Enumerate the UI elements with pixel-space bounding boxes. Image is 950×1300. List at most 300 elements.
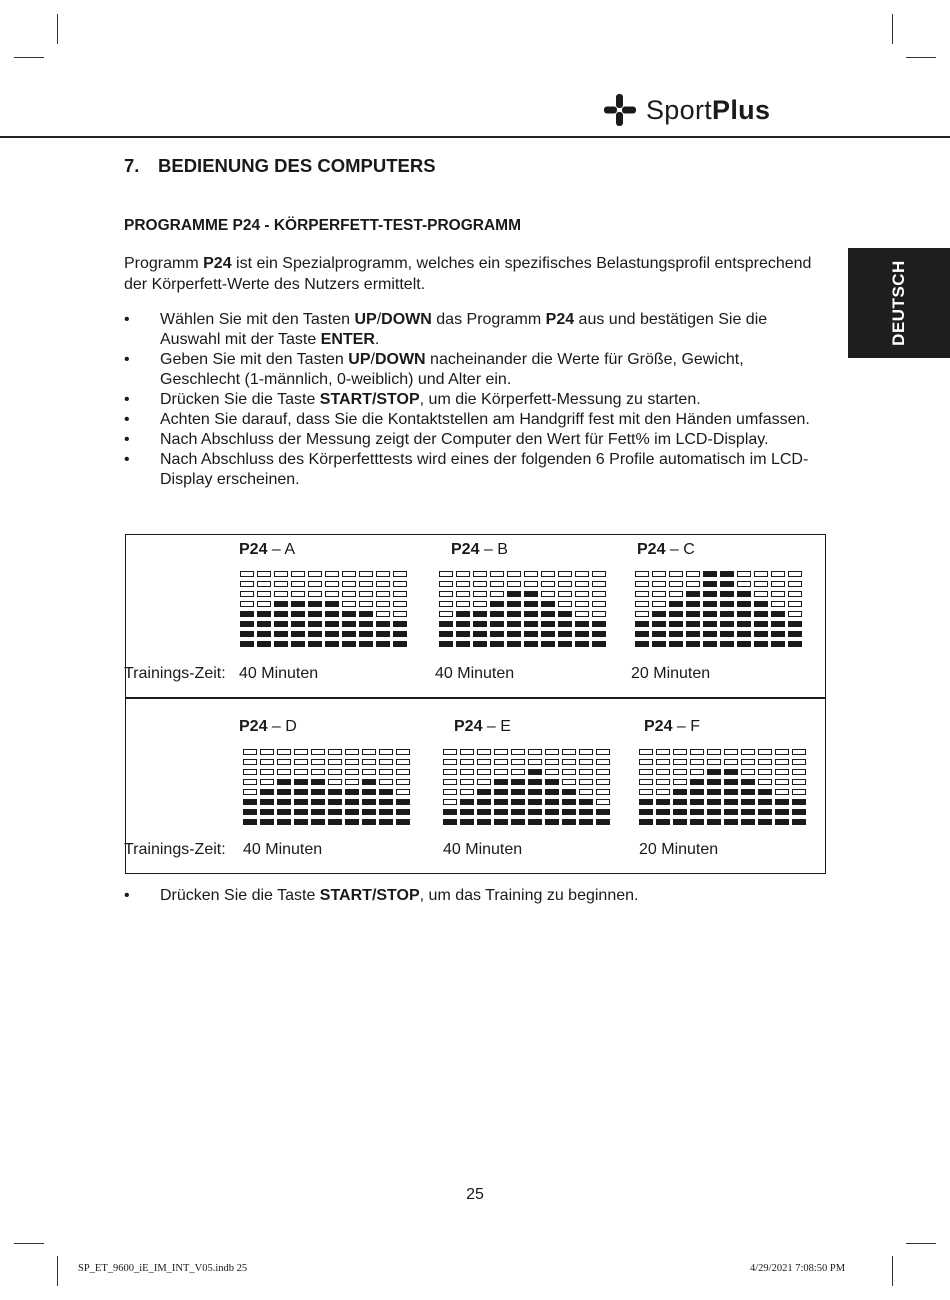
profile-segment <box>788 621 802 627</box>
profile-segment <box>720 581 734 587</box>
profile-segment <box>274 591 288 597</box>
page-number: 25 <box>466 1186 484 1203</box>
profile-segment <box>771 591 785 597</box>
profile-segment <box>511 789 525 795</box>
profile-segment <box>562 779 576 785</box>
profile-segment <box>291 601 305 607</box>
profile-segment <box>707 779 721 785</box>
profile-segment <box>707 789 721 795</box>
profile-segment <box>494 749 508 755</box>
profile-segment <box>490 631 504 637</box>
profile-segment <box>690 809 704 815</box>
profile-segment <box>240 621 254 627</box>
profile-segment <box>652 621 666 627</box>
profile-segment <box>456 581 470 587</box>
profile-segment <box>771 571 785 577</box>
profile-segment <box>545 799 559 805</box>
profile-segment <box>345 809 359 815</box>
profile-segment <box>257 581 271 587</box>
profile-segment <box>775 809 789 815</box>
profile-segment <box>511 809 525 815</box>
profiles-table <box>125 534 826 874</box>
profile-segment <box>788 581 802 587</box>
profile-segment <box>579 759 593 765</box>
profile-segment <box>311 799 325 805</box>
profile-segment <box>635 631 649 637</box>
profile-segment <box>690 749 704 755</box>
profile-segment <box>528 759 542 765</box>
profile-segment <box>240 631 254 637</box>
profile-segment <box>724 809 738 815</box>
plus-cross-icon <box>602 92 638 128</box>
bullet: • <box>124 411 130 428</box>
bold-text: DOWN <box>381 311 432 328</box>
profile-title <box>637 541 695 559</box>
text-run: das Programm <box>431 311 546 328</box>
profile-segment <box>274 571 288 577</box>
profile-segment <box>669 601 683 607</box>
text-run: aus und bestätigen Sie die Auswahl mit der Taste <box>160 311 768 348</box>
profile-segment <box>494 779 508 785</box>
profile-segment <box>690 819 704 825</box>
profile-segment <box>456 631 470 637</box>
profile-segment <box>439 641 453 647</box>
profile-segment <box>362 809 376 815</box>
profile-segment <box>379 799 393 805</box>
profile-segment <box>707 749 721 755</box>
profile-segment <box>724 759 738 765</box>
profile-segment <box>639 799 653 805</box>
profile-segment <box>376 581 390 587</box>
crop-mark <box>57 1256 58 1286</box>
profile-segment <box>490 591 504 597</box>
profile-segment <box>788 571 802 577</box>
profile-segment <box>737 631 751 637</box>
profile-segment <box>771 631 785 637</box>
profile-segment <box>652 571 666 577</box>
bold-text: START/STOP <box>319 887 420 904</box>
profile-segment <box>575 611 589 617</box>
profile-segment <box>294 769 308 775</box>
bullet: • <box>124 351 130 368</box>
profile-title <box>451 541 508 559</box>
profile-segment <box>720 611 734 617</box>
profile-segment <box>758 749 772 755</box>
profile-segment <box>477 809 491 815</box>
profile-segment <box>690 759 704 765</box>
profile-segment <box>308 631 322 637</box>
profile-segment <box>243 749 257 755</box>
training-time-value: 40 Minuten <box>243 841 323 858</box>
profile-segment <box>575 631 589 637</box>
profile-segment <box>460 769 474 775</box>
bullet: • <box>124 311 130 328</box>
profile-segment <box>359 581 373 587</box>
profile-segment <box>311 779 325 785</box>
profile-segment <box>528 749 542 755</box>
profile-segment <box>579 779 593 785</box>
profile-segment <box>524 571 538 577</box>
profile-segment <box>754 641 768 647</box>
profile-segment <box>473 631 487 637</box>
profile-segment <box>579 819 593 825</box>
list-item <box>124 310 827 350</box>
profile-segment <box>439 601 453 607</box>
sportplus-logo <box>602 90 770 130</box>
profile-segment <box>635 571 649 577</box>
profile-segment <box>456 601 470 607</box>
profile-segment <box>277 749 291 755</box>
profile-segment <box>528 769 542 775</box>
profile-segment <box>345 749 359 755</box>
profile-segment <box>443 809 457 815</box>
profile-segment <box>396 809 410 815</box>
profile-segment <box>243 759 257 765</box>
profile-segment <box>396 789 410 795</box>
program-code: P24 <box>637 541 666 558</box>
profile-segment <box>393 601 407 607</box>
profile-segment <box>758 799 772 805</box>
profile-segment <box>788 601 802 607</box>
profile-segment <box>579 769 593 775</box>
profile-segment <box>274 621 288 627</box>
profile-segment <box>328 779 342 785</box>
profile-segment <box>792 799 806 805</box>
list-item <box>124 350 827 390</box>
profile-segment <box>359 571 373 577</box>
profile-segment <box>439 591 453 597</box>
profile-segment <box>294 779 308 785</box>
profile-segment <box>720 571 734 577</box>
crop-mark <box>906 57 936 58</box>
profile-segment <box>724 779 738 785</box>
profile-segment <box>507 621 521 627</box>
profile-segment <box>439 631 453 637</box>
profile-segment <box>325 611 339 617</box>
program-code: P24 <box>644 718 673 735</box>
profile-segment <box>541 581 555 587</box>
profile-bar-grid <box>240 571 407 647</box>
profile-segment <box>291 621 305 627</box>
profile-segment <box>741 759 755 765</box>
profile-segment <box>720 601 734 607</box>
profile-segment <box>393 581 407 587</box>
profile-segment <box>737 641 751 647</box>
profile-segment <box>669 581 683 587</box>
profile-segment <box>277 809 291 815</box>
profile-segment <box>277 779 291 785</box>
profile-segment <box>596 809 610 815</box>
profile-segment <box>311 809 325 815</box>
profile-segment <box>379 819 393 825</box>
text-run: Drücken Sie die Taste <box>160 887 320 904</box>
profile-segment <box>792 819 806 825</box>
profile-segment <box>592 621 606 627</box>
profile-segment <box>345 759 359 765</box>
profile-segment <box>669 641 683 647</box>
profile-segment <box>788 611 802 617</box>
profile-segment <box>274 581 288 587</box>
profile-segment <box>673 749 687 755</box>
profile-segment <box>257 591 271 597</box>
footer-timestamp: 4/29/2021 7:08:50 PM <box>750 1263 846 1274</box>
profile-segment <box>562 799 576 805</box>
profile-segment <box>592 611 606 617</box>
text-run: Drücken Sie die Taste <box>160 391 320 408</box>
profile-segment <box>257 601 271 607</box>
profile-segment <box>396 779 410 785</box>
profile-segment <box>477 779 491 785</box>
profile-segment <box>639 789 653 795</box>
profile-segment <box>592 591 606 597</box>
profile-segment <box>439 621 453 627</box>
program-code: P24 <box>239 718 268 735</box>
profile-segment <box>311 789 325 795</box>
profile-segment <box>639 779 653 785</box>
profile-segment <box>511 749 525 755</box>
profile-segment <box>294 759 308 765</box>
profile-segment <box>294 749 308 755</box>
footer-filename: SP_ET_9600_iE_IM_INT_V05.indb 25 <box>78 1263 248 1274</box>
profile-segment <box>325 581 339 587</box>
profile-segment <box>528 789 542 795</box>
profile-segment <box>477 749 491 755</box>
profile-segment <box>558 621 572 627</box>
profile-segment <box>490 611 504 617</box>
profile-segment <box>257 621 271 627</box>
profile-segment <box>456 641 470 647</box>
profile-segment <box>524 601 538 607</box>
profile-segment <box>669 621 683 627</box>
profile-segment <box>575 591 589 597</box>
profile-segment <box>443 769 457 775</box>
profile-segment <box>703 591 717 597</box>
profile-title <box>239 718 297 736</box>
profile-segment <box>494 819 508 825</box>
profile-segment <box>656 789 670 795</box>
profile-segment <box>308 591 322 597</box>
profile-segment <box>775 769 789 775</box>
profile-segment <box>294 799 308 805</box>
profile-segment <box>277 819 291 825</box>
profile-segment <box>592 571 606 577</box>
profile-segment <box>257 641 271 647</box>
bold-text: P24 <box>545 311 575 328</box>
profile-segment <box>243 789 257 795</box>
text-run: Wählen Sie mit den Tasten <box>160 311 355 328</box>
profile-segment <box>494 809 508 815</box>
profile-segment <box>325 621 339 627</box>
profile-segment <box>673 769 687 775</box>
profile-segment <box>690 779 704 785</box>
profile-segment <box>673 809 687 815</box>
profile-segment <box>775 799 789 805</box>
profile-letter: – D <box>267 718 297 735</box>
profile-segment <box>703 601 717 607</box>
profile-segment <box>673 799 687 805</box>
profile-segment <box>328 789 342 795</box>
subsection-heading: PROGRAMME P24 - KÖRPERFETT-TEST-PROGRAMM <box>124 217 521 234</box>
profile-segment <box>460 779 474 785</box>
profile-segment <box>656 799 670 805</box>
profile-segment <box>652 631 666 637</box>
profile-letter: – B <box>479 541 508 558</box>
profile-segment <box>596 769 610 775</box>
profile-segment <box>342 621 356 627</box>
profile-segment <box>274 641 288 647</box>
profile-segment <box>541 611 555 617</box>
profile-segment <box>775 819 789 825</box>
profile-segment <box>741 809 755 815</box>
profile-segment <box>792 809 806 815</box>
profile-segment <box>240 591 254 597</box>
profile-segment <box>325 641 339 647</box>
profile-title <box>644 718 700 736</box>
profile-segment <box>260 749 274 755</box>
profile-segment <box>490 601 504 607</box>
profile-segment <box>477 789 491 795</box>
profile-segment <box>639 749 653 755</box>
profile-segment <box>507 641 521 647</box>
profile-title <box>239 541 295 559</box>
profile-segment <box>596 819 610 825</box>
profile-segment <box>311 819 325 825</box>
profile-segment <box>596 799 610 805</box>
profile-segment <box>656 759 670 765</box>
profile-segment <box>342 591 356 597</box>
profile-segment <box>541 571 555 577</box>
training-time-value: 40 Minuten <box>239 665 319 682</box>
profile-segment <box>507 571 521 577</box>
profile-segment <box>345 789 359 795</box>
profile-segment <box>294 819 308 825</box>
profile-segment <box>575 581 589 587</box>
profile-segment <box>294 789 308 795</box>
profile-segment <box>686 581 700 587</box>
profile-segment <box>494 789 508 795</box>
profile-segment <box>460 799 474 805</box>
profile-segment <box>379 769 393 775</box>
profile-segment <box>592 601 606 607</box>
profile-segment <box>342 631 356 637</box>
profile-segment <box>511 779 525 785</box>
profile-segment <box>325 601 339 607</box>
profile-segment <box>758 759 772 765</box>
profile-segment <box>737 601 751 607</box>
profile-segment <box>754 571 768 577</box>
profile-segment <box>579 799 593 805</box>
text-run: Geben Sie mit den Tasten <box>160 351 349 368</box>
profile-segment <box>342 601 356 607</box>
profile-segment <box>562 749 576 755</box>
profile-segment <box>524 581 538 587</box>
text-run: . <box>374 331 380 348</box>
profile-segment <box>656 809 670 815</box>
bullet: • <box>124 451 130 468</box>
profile-letter: – A <box>267 541 296 558</box>
profile-segment <box>635 611 649 617</box>
profile-segment <box>737 581 751 587</box>
profile-segment <box>579 789 593 795</box>
profile-segment <box>376 591 390 597</box>
bullet: • <box>124 431 130 448</box>
profile-segment <box>393 591 407 597</box>
profile-segment <box>656 779 670 785</box>
profile-segment <box>562 789 576 795</box>
profile-segment <box>754 581 768 587</box>
profile-segment <box>477 819 491 825</box>
crop-mark <box>57 14 58 44</box>
profile-segment <box>456 591 470 597</box>
profile-segment <box>575 621 589 627</box>
profile-segment <box>291 571 305 577</box>
profile-segment <box>758 789 772 795</box>
list-item <box>124 410 827 430</box>
profile-segment <box>294 809 308 815</box>
profile-segment <box>291 631 305 637</box>
profile-segment <box>724 749 738 755</box>
profile-segment <box>541 601 555 607</box>
profile-segment <box>240 611 254 617</box>
profile-segment <box>311 759 325 765</box>
profile-segment <box>243 769 257 775</box>
profile-bar-grid <box>439 571 606 647</box>
text-run: / <box>376 311 382 328</box>
profile-segment <box>707 809 721 815</box>
profile-segment <box>342 611 356 617</box>
profile-segment <box>311 769 325 775</box>
profile-segment <box>545 759 559 765</box>
profile-segment <box>528 799 542 805</box>
profile-segment <box>524 611 538 617</box>
profile-segment <box>260 799 274 805</box>
profile-segment <box>328 819 342 825</box>
text-run: , um die Körperfett-Messung zu starten. <box>419 391 701 408</box>
profile-segment <box>277 799 291 805</box>
crop-mark <box>14 1243 44 1244</box>
training-time-label: Trainings-Zeit: <box>124 841 226 858</box>
table-row-divider <box>126 697 825 699</box>
profile-segment <box>359 631 373 637</box>
profile-segment <box>558 641 572 647</box>
profile-segment <box>788 631 802 637</box>
profile-segment <box>686 631 700 637</box>
profile-letter: – F <box>672 718 701 735</box>
profile-segment <box>724 769 738 775</box>
profile-segment <box>511 799 525 805</box>
profile-segment <box>359 621 373 627</box>
profile-segment <box>243 779 257 785</box>
profile-segment <box>379 789 393 795</box>
profile-segment <box>291 581 305 587</box>
profile-segment <box>359 641 373 647</box>
section-title: BEDIENUNG DES COMPUTERS <box>158 155 436 176</box>
profile-segment <box>443 779 457 785</box>
profile-segment <box>243 809 257 815</box>
profile-segment <box>359 591 373 597</box>
profile-segment <box>308 621 322 627</box>
profile-segment <box>260 789 274 795</box>
program-code: P24 <box>454 718 483 735</box>
profile-segment <box>703 621 717 627</box>
profile-segment <box>703 571 717 577</box>
text-run: Programm <box>124 255 204 272</box>
profile-segment <box>240 601 254 607</box>
profile-segment <box>328 799 342 805</box>
profile-segment <box>562 809 576 815</box>
profile-segment <box>443 749 457 755</box>
profile-segment <box>771 581 785 587</box>
